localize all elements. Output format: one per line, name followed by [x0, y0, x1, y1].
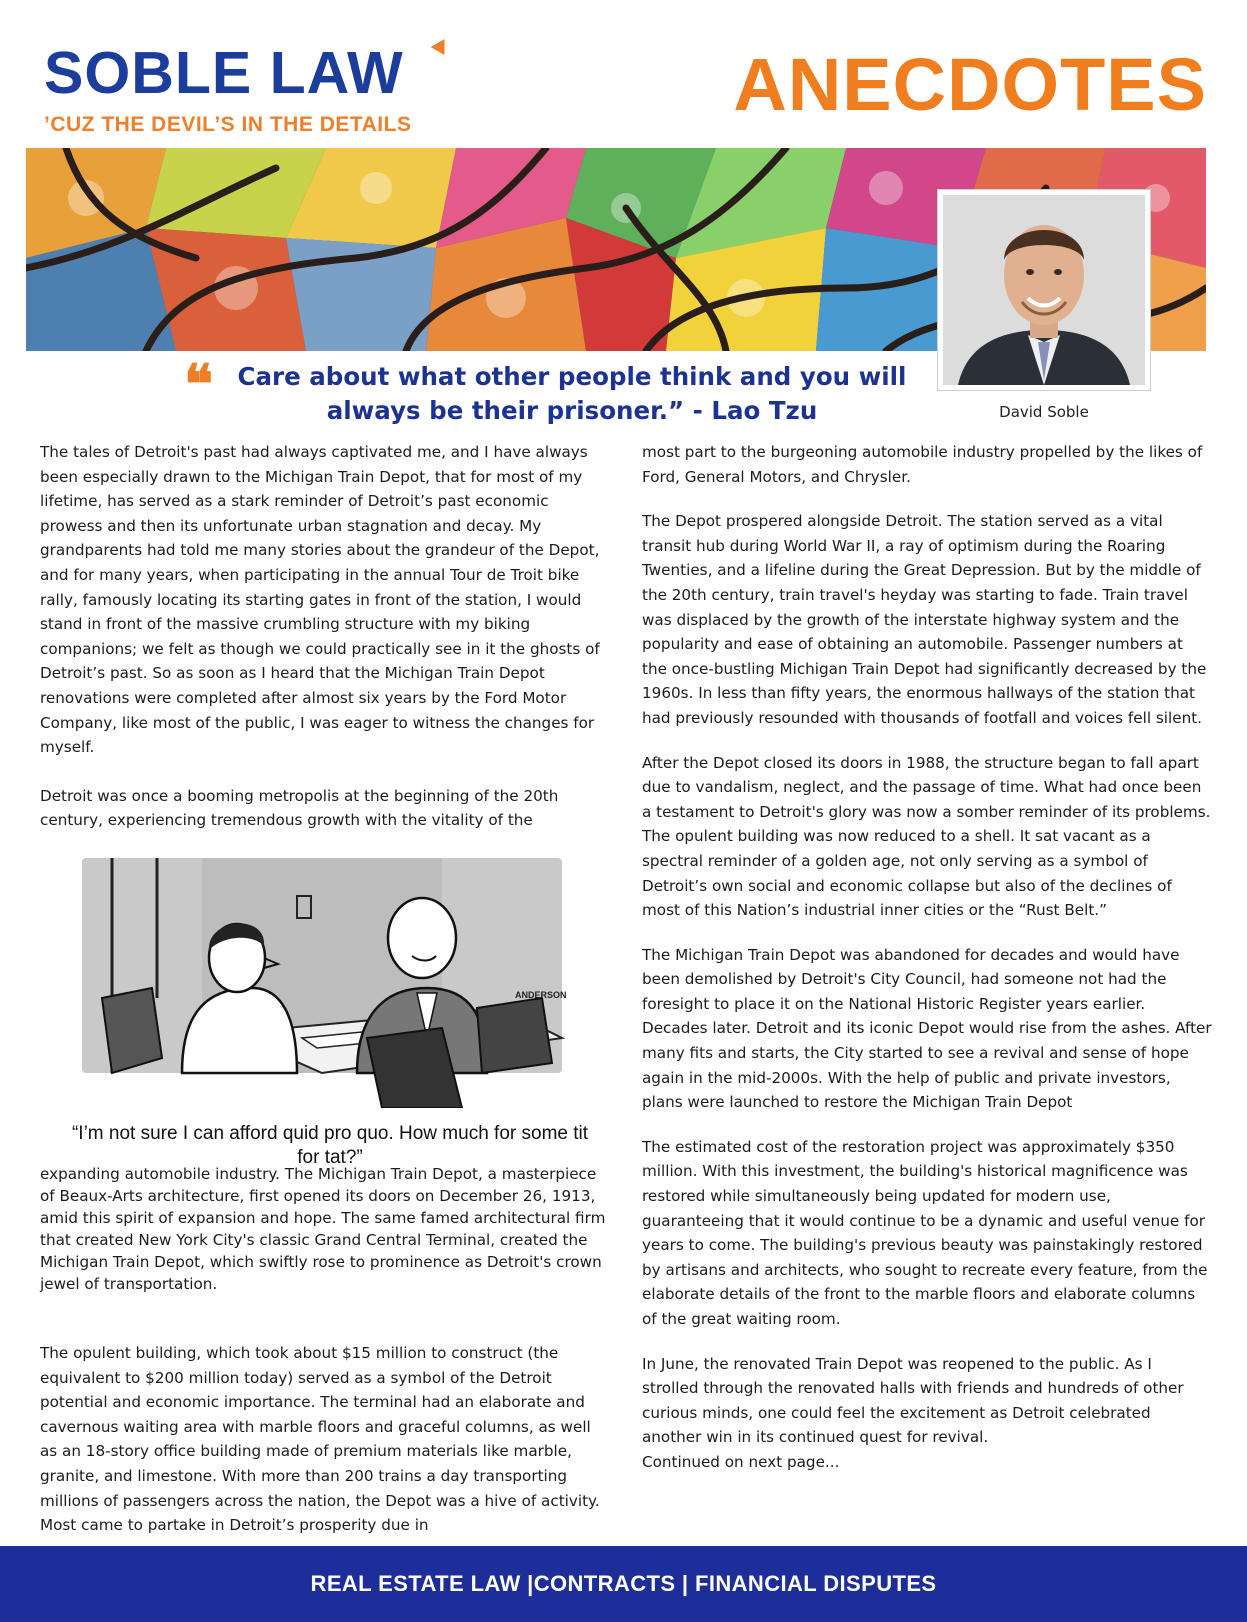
pull-quote-line1: Care about what other people think and you will [237, 362, 907, 391]
pull-quote [222, 360, 922, 428]
newsletter-title: ANECDOTES [733, 43, 1207, 126]
cartoon-caption: “I’m not sure I can afford quid pro quo. How much for some tit for tat?” [71, 1123, 589, 1168]
paragraph: The opulent building, which took about $15 million to construct (the equivalent to $200 million today) served as a symbol of the Detroit potential and economic importance. The terminal had an elaborate and cavernous waiting area with marble floors and graceful columns, as well as an 18-story office building made of premium materials like marble, granite, and limestone. With more than 200 trains a day transporting millions of passengers across the nation, the Depot was a hive of activity. Most came to partake in Detroit’s prosperity due in [40, 1344, 600, 1535]
brand-logo-text: SOBLE LAW [44, 40, 404, 106]
cartoon-drawing [82, 858, 577, 1108]
paragraph: In June, the renovated Train Depot was reopened to the public. As I strolled through the renovated halls with friends and hundreds of other curious minds, one could feel the excitement as Detroit celebrated another win in its continued quest for revival. [642, 1354, 1184, 1447]
footer-practice-areas: REAL ESTATE LAW |CONTRACTS | FINANCIAL DISPUTES [310, 1571, 937, 1596]
paragraph: The estimated cost of the restoration project was approximately $350 million. With this investment, the building's historical magnificence was restored while simultaneously being updated for modern use, guaranteeing that it would continue to be a dynamic and useful venue for years to come. The building's previous beauty was painstakingly restored by artisans and architects, who sought to recreate every feature, from the elaborate details of the front to the marble floors and elaborate columns of the great waiting room. [642, 1137, 1208, 1328]
paragraph: After the Depot closed its doors in 1988, the structure began to fall apart due to vandalism, neglect, and the passage of time. What had once been a testament to Detroit's glory was now a somber reminder of its problems. The opulent building was now reduced to a shell. It sat vacant as a spectral reminder of a golden age, not only serving as a symbol of Detroit’s own social and economic collapse but also of the declines of most of this Nation’s industrial inner cities or the “Rust Belt.” [642, 753, 1211, 920]
pull-quote-line2: always be their prisoner.” - Lao Tzu [326, 396, 818, 425]
cartoon-signature: ANDERSON [515, 990, 567, 1000]
left-column-bottom [40, 1341, 610, 1538]
author-photo-caption: David Soble [999, 403, 1089, 421]
paragraph: The Michigan Train Depot was abandoned for decades and would have been demolished by Detroit's City Council, had someone not had the foresight to place it on the National Historic Register years earlier. Decades later. Detroit and its iconic Depot would rise from the ashes. After many fits and starts, the City started to see a revival and sense of hope again in the mid-2000s. With the help of public and private investors, plans were launched to restore the Michigan Train Depot [642, 945, 1212, 1112]
left-column-top [40, 440, 610, 833]
paragraph: The Depot prospered alongside Detroit. The station served as a vital transit hub during World War II, a ray of optimism during the Roaring Twenties, and a lifeline during the Great Depression. But by the middle of the 20th century, train travel's heyday was starting to fade. Train travel was displaced by the growth of the interstate highway system and the popularity and ease of obtaining an automobile. Passenger numbers at the once-bustling Michigan Train Depot had significantly decreased by the 1960s. In less than fifty years, the enormous hallways of the station that had previously resounded with thousands of footfall and voices fell silent. [642, 512, 1207, 727]
paragraph: most part to the burgeoning automobile industry propelled by the likes of Ford, General Motors, and Chrysler. [642, 443, 1203, 486]
footer-bar [0, 1546, 1247, 1622]
quote-mark-icon: ❝ [184, 352, 214, 416]
cartoon-illustration [82, 858, 577, 1108]
paragraph: The tales of Detroit's past had always captivated me, and I have always been especially drawn to the Michigan Train Depot, that for most of my lifetime, has served as a stark reminder of Detroit’s past economic prowess and then its unfortunate urban stagnation and decay. My grandparents had told me many stories about the grandeur of the Depot, and for many years, when participating in the annual Tour de Troit bike rally, famously locating its starting gates in front of the station, I would stand in front of the massive crumbling structure with my biking companions; we felt as though we could practically see in it the ghosts of Detroit’s past. So as soon as I heard that the Michigan Train Depot renovations were completed after almost six years by the Ford Motor Company, like most of the public, I was eager to witness the changes for myself. [40, 443, 600, 757]
left-column-mid [40, 1163, 610, 1295]
author-portrait [938, 190, 1150, 390]
brand-tagline: ’CUZ THE DEVIL’S IN THE DETAILS [44, 113, 412, 136]
paragraph: Detroit was once a booming metropolis at the beginning of the 20th century, experiencing tremendous growth with the vitality of the [40, 786, 559, 830]
author-photo [938, 190, 1150, 390]
logo-arrow-icon [431, 35, 452, 55]
continued-note: Continued on next page... [642, 1452, 840, 1471]
right-column [642, 440, 1212, 1475]
paragraph: expanding automobile industry. The Michigan Train Depot, a masterpiece of Beaux-Arts architecture, first opened its doors on December 26, 1913, amid this spirit of expansion and hope. The same famed architectural firm that created New York City's classic Grand Central Terminal, created the Michigan Train Depot, which swiftly rose to prominence as Detroit's crown jewel of transportation. [40, 1165, 606, 1293]
